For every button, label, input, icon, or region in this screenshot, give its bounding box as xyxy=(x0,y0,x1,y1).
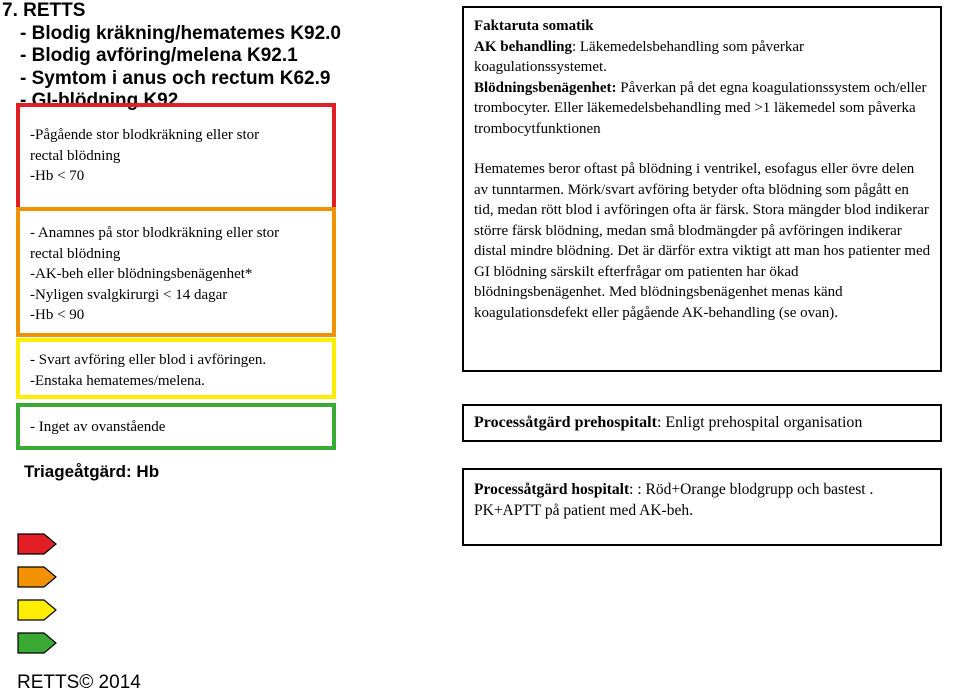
priority-orange-criteria xyxy=(30,223,279,326)
criteria-line: - Inget av ovanstående xyxy=(30,419,166,435)
criteria-line: -Enstaka hematemes/melena. xyxy=(30,372,205,389)
process-prehospital-content xyxy=(474,414,862,432)
diagnosis-code-1: - Blodig avföring/melena K92.1 xyxy=(20,45,298,66)
fact-box-title: Faktaruta somatik xyxy=(474,18,594,34)
process-prehospital-text: : Enligt prehospital organisation xyxy=(656,414,863,431)
priority-orange-box xyxy=(16,207,336,337)
process-prehospital-box xyxy=(462,404,942,442)
diagnosis-code-2: - Symtom i anus och rectum K62.9 xyxy=(20,67,331,89)
orange-arrow-icon xyxy=(17,566,57,588)
retts-header xyxy=(2,0,341,113)
criteria-line: - Anamnes på stor blodkräkning eller stor xyxy=(30,225,280,241)
process-hospital-text: : : Röd+Orange blodgrupp och bastest . PK+APTT på patient med AK-beh. xyxy=(474,481,874,519)
red-arrow-icon xyxy=(17,533,57,555)
ak-label: AK behandling xyxy=(474,38,572,55)
priority-green-box xyxy=(16,403,336,450)
criteria-line: -Hb < 90 xyxy=(30,307,85,323)
green-arrow-icon xyxy=(17,632,57,654)
criteria-line: - Svart avföring eller blod i avföringen. xyxy=(30,352,267,368)
fact-paragraph: Hematemes beror oftast på blödning i ventrikel, esofagus eller övre delen av tunntarmen. Mörk/svart avföring betyder ofta blödning som pågått en tid, medan rött blod i avföringen ofta är färsk. Stora mängder blod indikerar större färsk blödning, medan små blodmängder på avföringen indikerar distal mindre blödning. Det är därför extra viktigt att man hos patienter med GI blödning särskilt efterfrågar om patienten har ökad blödningsbenägenhet. Med blödningsbenägenhet menas känd koagulationsdefekt eller pågående AK-behandling (se ovan). xyxy=(474,161,931,321)
criteria-line: -Hb < 70 xyxy=(30,168,85,184)
fact-box xyxy=(462,6,942,372)
triage-action-label: Triageåtgärd: Hb xyxy=(24,462,160,481)
priority-yellow-box xyxy=(16,338,336,399)
criteria-line: -Pågående stor blodkräkning eller stor xyxy=(30,127,260,143)
process-hospital-content xyxy=(474,480,930,521)
ak-definition: : Läkemedelsbehandling som påverkar koagulationssystemet. xyxy=(474,38,804,75)
criteria-line: rectal blödning xyxy=(30,147,121,164)
criteria-line: rectal blödning xyxy=(30,245,121,262)
fact-box-content xyxy=(474,16,932,323)
section-title: 7. RETTS xyxy=(2,0,86,21)
priority-red-criteria xyxy=(30,125,259,187)
process-hospital-label: Processåtgärd hospitalt xyxy=(474,481,630,498)
diagnosis-code-3: - GI-blödning K92. xyxy=(20,90,184,111)
yellow-arrow-icon xyxy=(17,599,57,621)
process-hospital-box xyxy=(462,468,942,546)
diagnosis-code-0: - Blodig kräkning/hematemes K92.0 xyxy=(20,22,341,44)
bleeding-tendency-definition: Påverkan på det egna koagulationssystem och/eller trombocyter. Eller läkemedelsbehandling med >1 läkemedel som påverka trombocytfunktionen xyxy=(474,79,927,137)
criteria-line: -AK-beh eller blödningsbenägenhet* xyxy=(30,266,253,282)
priority-green-criteria xyxy=(30,417,165,438)
copyright-footer: RETTS© 2014 xyxy=(17,672,141,693)
process-prehospital-label: Processåtgärd prehospitalt xyxy=(474,414,657,431)
priority-red-box xyxy=(16,103,336,211)
priority-yellow-criteria xyxy=(30,350,266,391)
bleeding-tendency-label: Blödningsbenägenhet: xyxy=(474,79,617,96)
criteria-line: -Nyligen svalgkirurgi < 14 dagar xyxy=(30,286,228,303)
